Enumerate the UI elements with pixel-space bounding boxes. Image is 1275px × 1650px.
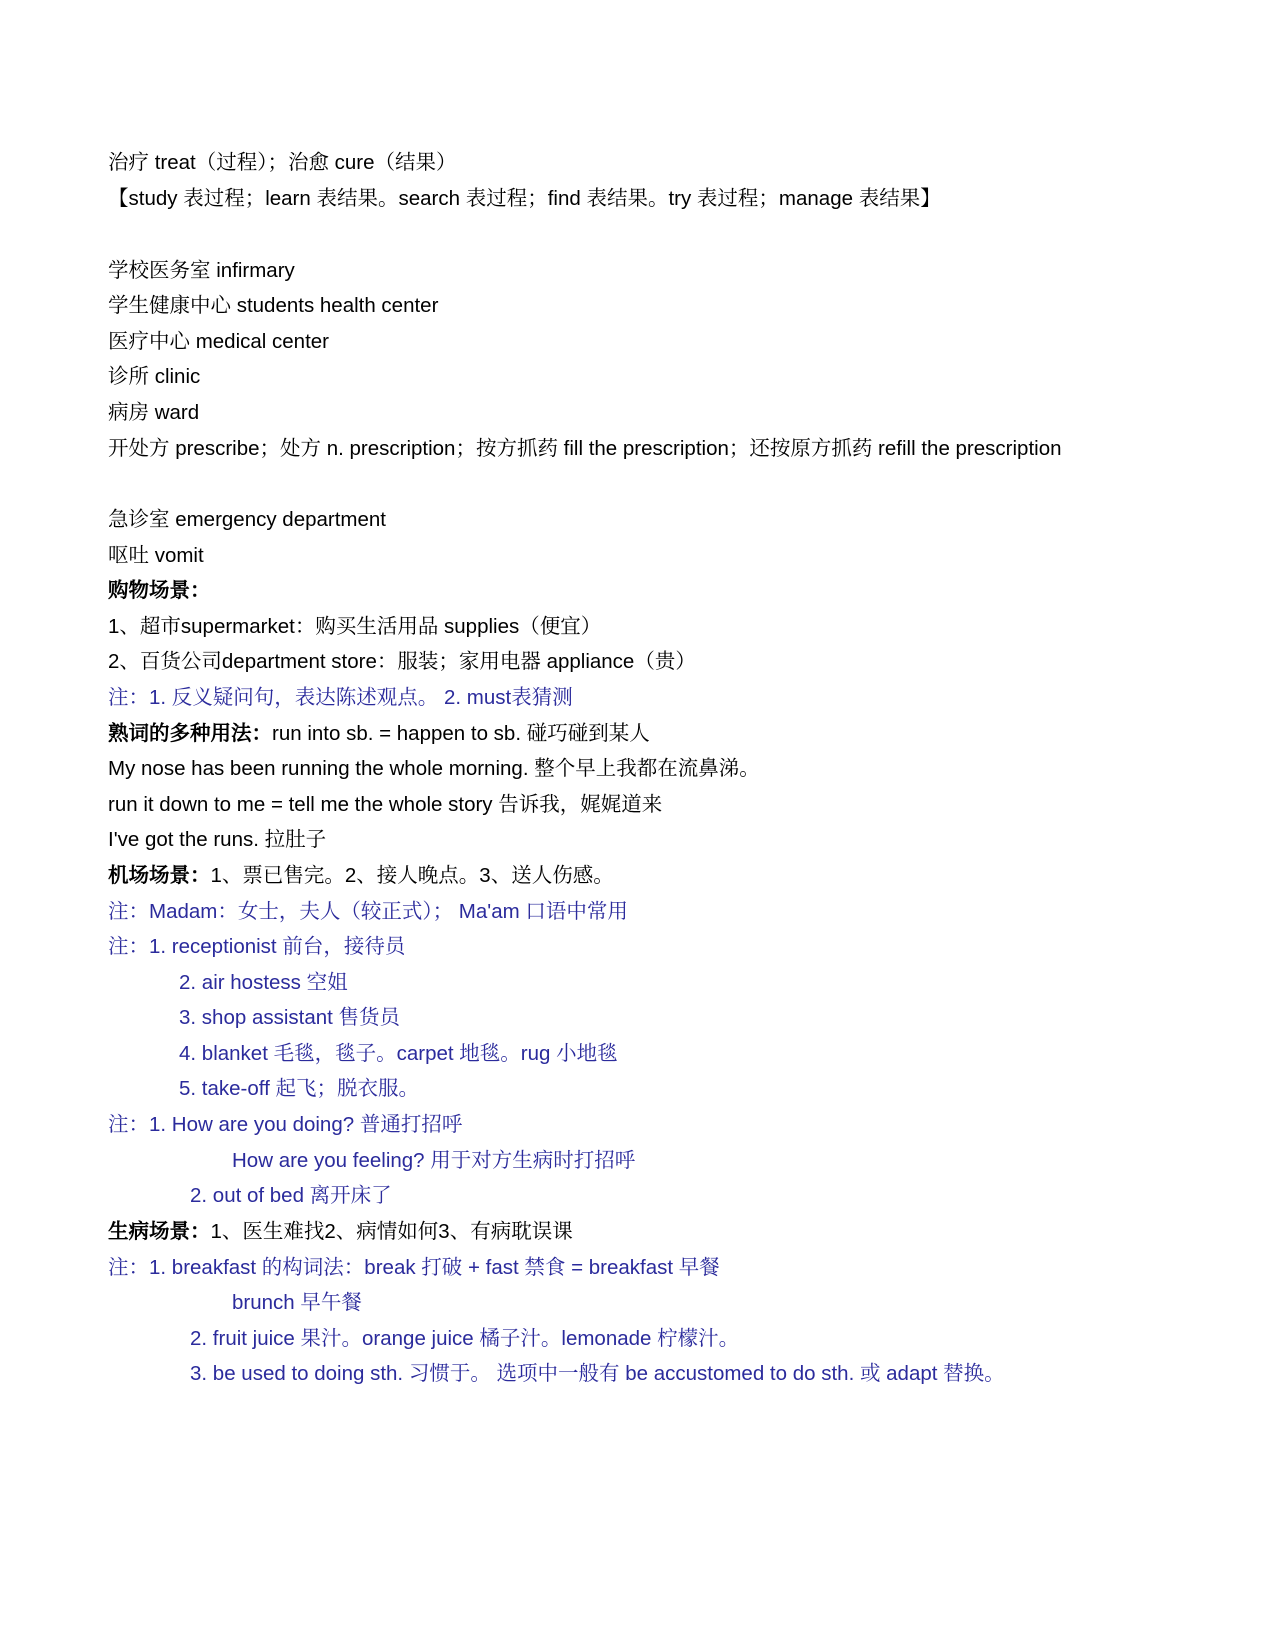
note-fruit-juice: 2. fruit juice 果汁。orange juice 橘子汁。lemonade 柠檬汁。: [190, 1327, 740, 1350]
line-runs: I've got the runs. 拉肚子: [108, 828, 327, 851]
line-nose-running: My nose has been running the whole morning. 整个早上我都在流鼻涕。: [108, 757, 760, 780]
heading-airport: 机场场景：: [108, 864, 211, 887]
line-health-center: 学生健康中心 students health center: [108, 294, 439, 317]
note-out-of-bed: 2. out of bed 离开床了: [190, 1184, 392, 1207]
line-airport-text: 1、票已售完。2、接人晚点。3、送人伤感。: [210, 864, 614, 887]
line-infirmary: 学校医务室 infirmary: [108, 259, 295, 282]
line-department-store: 2、百货公司department store：服装；家用电器 appliance（贵）: [108, 650, 696, 673]
line-ward: 病房 ward: [108, 401, 200, 424]
line-supermarket: 1、超市supermarket：购买生活用品 supplies（便宜）: [108, 615, 602, 638]
note-brunch: brunch 早午餐: [232, 1291, 362, 1314]
line-prescription: 开处方 prescribe；处方 n. prescription；按方抓药 fill the prescription；还按原方抓药 refill the prescription: [108, 437, 1062, 460]
line-airport: [108, 863, 614, 889]
heading-familiar-words: 熟词的多种用法：: [108, 722, 272, 745]
line-medical-center: 医疗中心 medical center: [108, 330, 330, 353]
note-air-hostess: 2. air hostess 空姐: [179, 971, 348, 994]
note-how-are-you-doing: 注：1. How are you doing? 普通打招呼: [108, 1113, 463, 1136]
line-treat-cure: 治疗 treat（过程）；治愈 cure（结果）: [108, 151, 457, 174]
note-how-are-you-feeling: How are you feeling? 用于对方生病时打招呼: [232, 1149, 636, 1172]
note-shop-assistant: 3. shop assistant 售货员: [179, 1006, 401, 1029]
line-clinic: 诊所 clinic: [108, 365, 201, 388]
note-tag-question: 注：1. 反义疑问句，表达陈述观点。 2. must表猜测: [108, 686, 573, 709]
heading-sickness: 生病场景：: [108, 1220, 211, 1243]
note-breakfast: 注：1. breakfast 的构词法：break 打破 + fast 禁食 = breakfast 早餐: [108, 1256, 720, 1279]
note-madam: 注：Madam：女士，夫人（较正式）； Ma'am 口语中常用: [108, 900, 628, 923]
heading-shopping: 购物场景：: [108, 579, 211, 602]
line-run-into: [108, 721, 650, 747]
note-take-off: 5. take-off 起飞；脱衣服。: [179, 1077, 419, 1100]
line-sickness-text: 1、医生难找2、病情如何3、有病耽误课: [210, 1220, 573, 1243]
note-blanket: 4. blanket 毛毯，毯子。carpet 地毯。rug 小地毯: [179, 1042, 618, 1065]
note-used-to: 3. be used to doing sth. 习惯于。 选项中一般有 be accustomed to do sth. 或 adapt 替换。: [190, 1362, 1005, 1385]
line-sickness: [108, 1219, 573, 1245]
line-run-it-down: run it down to me = tell me the whole story 告诉我，娓娓道来: [108, 793, 663, 816]
line-run-into-text: run into sb. = happen to sb. 碰巧碰到某人: [272, 722, 650, 745]
line-vomit: 呕吐 vomit: [108, 544, 204, 567]
note-receptionist: 注：1. receptionist 前台，接待员: [108, 935, 406, 958]
line-emergency: 急诊室 emergency department: [108, 508, 387, 531]
line-process-result: 【study 表过程；learn 表结果。search 表过程；find 表结果。try 表过程；manage 表结果】: [108, 187, 941, 210]
